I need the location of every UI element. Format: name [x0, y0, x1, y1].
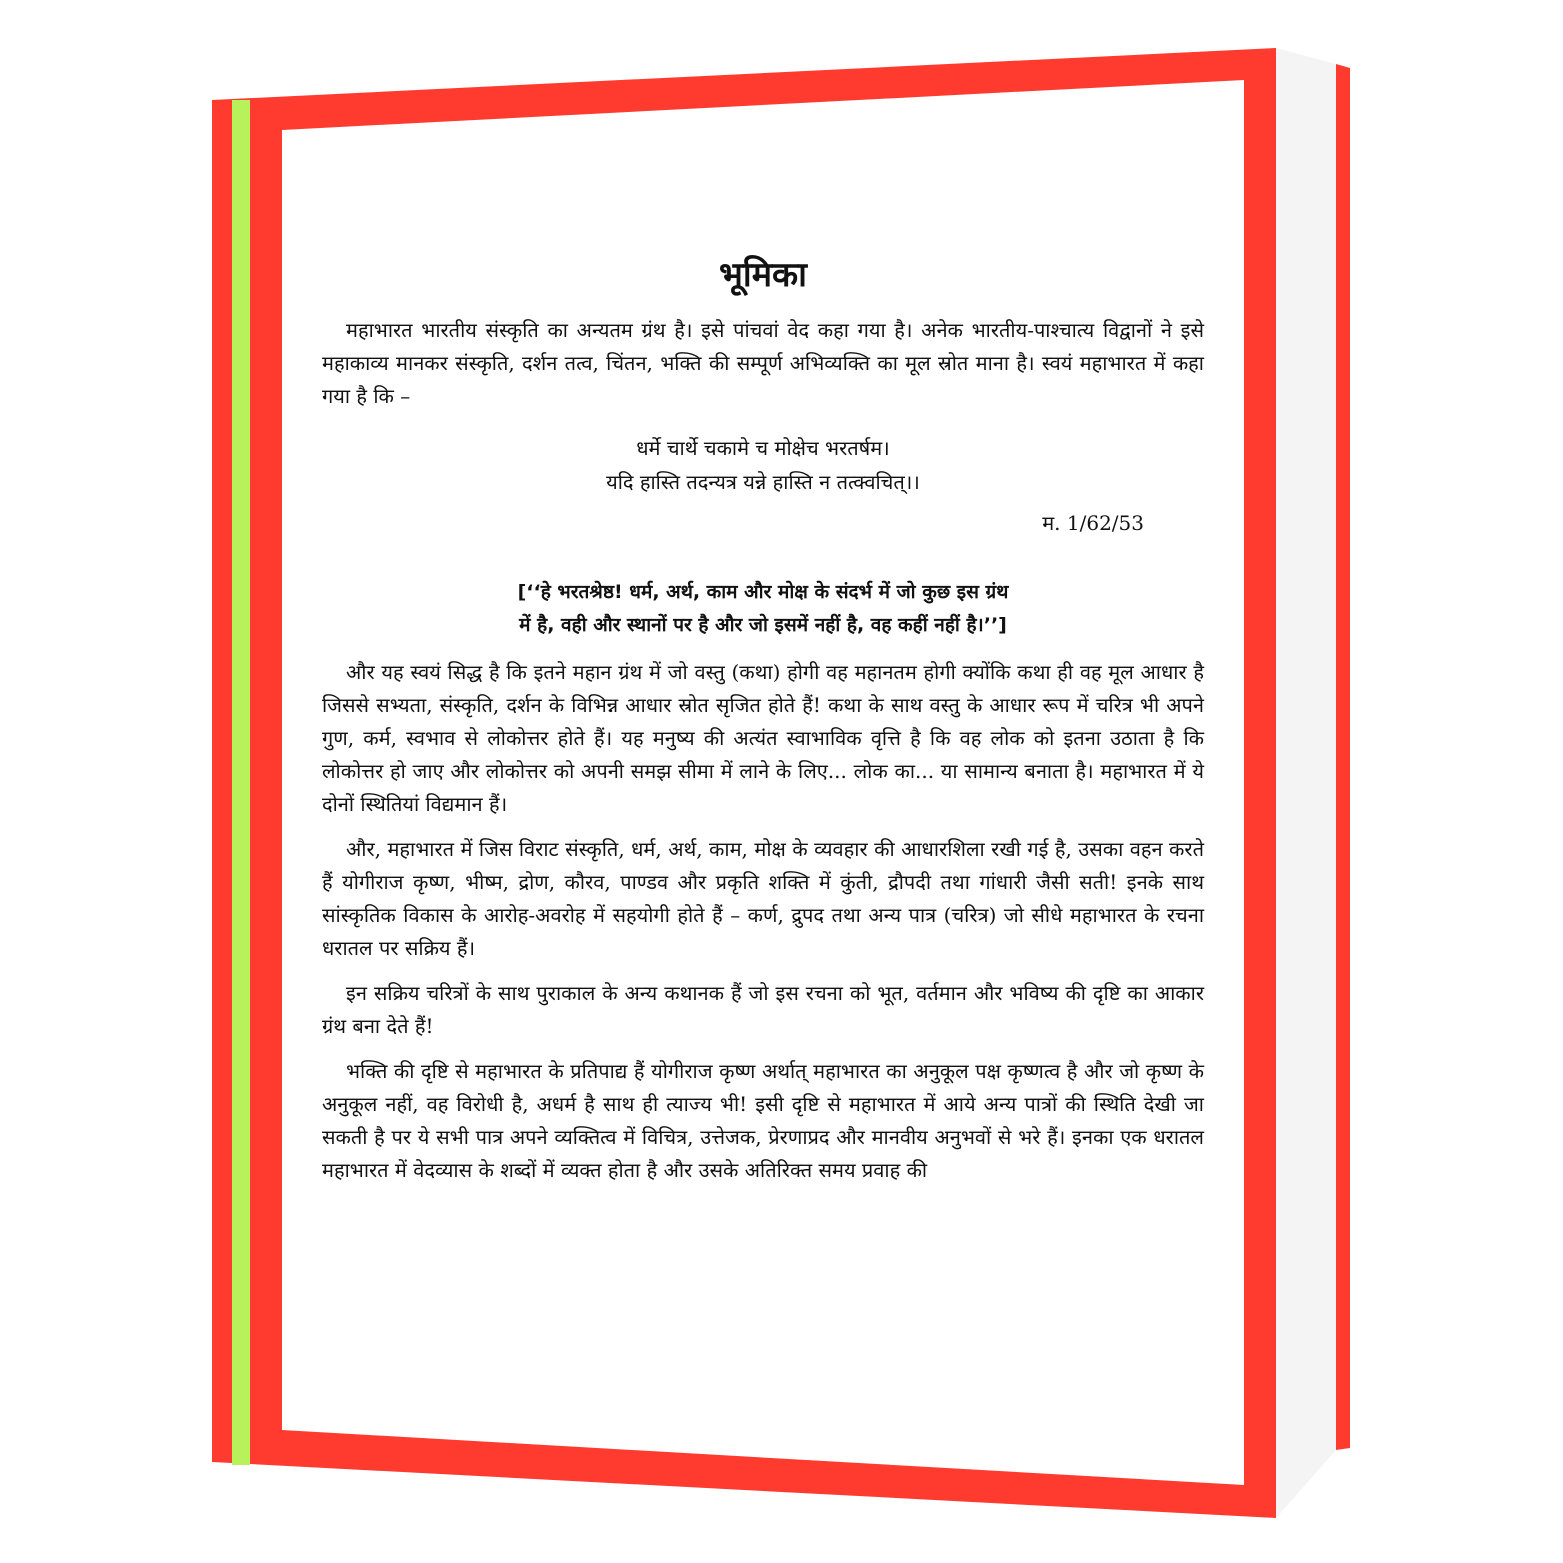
- body-paragraph-1: और यह स्वयं सिद्ध है कि इतने महान ग्रंथ में जो वस्तु (कथा) होगी वह महानतम होगी क्योंकि कथा ही वह मूल आधार है जिससे सभ्यता, संस्कृति, दर्शन के विभिन्न आधार स्रोत सृजित होते हैं! कथा के साथ वस्तु के आधार रूप में चरित्र भी अपने गुण, कर्म, स्वभाव से लोकोत्तर होते हैं। यह मनुष्य की अत्यंत स्वाभाविक वृत्ति है कि वह लोक को इतना उठाता है कि लोकोत्तर हो जाए और लोकोत्तर को अपनी समझ सीमा में लाने के लिए... लोक का... या सामान्य बनाता है। महाभारत में ये दोनों स्थितियां विद्यमान हैं।: [322, 660, 1204, 816]
- page-content: [282, 130, 1244, 1455]
- page-title: भूमिका: [719, 255, 807, 295]
- verse-reference: म. 1/62/53: [1042, 511, 1144, 535]
- body-paragraph-2: और, महाभारत में जिस विराट संस्कृति, धर्म, अर्थ, काम, मोक्ष के व्यवहार की आधारशिला रखी गई है, उसका वहन करते हैं योगीराज कृष्ण, भीष्म, द्रोण, कौरव, पाण्डव और प्रकृति शक्ति में कुंती, द्रौपदी तथा गांधारी जैसी सती! इनके साथ सांस्कृतिक विकास के आरोह-अवरोह में सहयोगी होते हैं – कर्ण, द्रुपद तथा अन्य पात्र (चरित्र) जो सीधे महाभारत के रचना धरातल पर सक्रिय हैं।: [322, 837, 1204, 960]
- intro-paragraph: महाभारत भारतीय संस्कृति का अन्यतम ग्रंथ है। इसे पांचवां वेद कहा गया है। अनेक भारतीय-पाश्चात्य विद्वानों ने इसे महाकाव्य मानकर संस्कृति, दर्शन तत्व, चिंतन, भक्ति की सम्पूर्ण अभिव्यक्ति का मूल स्रोत माना है। स्वयं महाभारत में कहा गया है कि –: [322, 318, 1204, 408]
- body-paragraph-3: इन सक्रिय चरित्रों के साथ पुराकाल के अन्य कथानक हैं जो इस रचना को भूत, वर्तमान और भविष्य की दृष्टि का आकार ग्रंथ बना देते हैं!: [322, 981, 1204, 1038]
- verse-line-2: यदि हास्ति तदन्यत्र यन्ने हास्ति न तत्क्वचित्।।: [606, 470, 920, 494]
- back-cover-edge: [1336, 64, 1350, 1450]
- verse-line-1: धर्मे चार्थे चकामे च मोक्षेच भरतर्षम।: [636, 436, 890, 460]
- quote-line-1: [‘‘हे भरतश्रेष्ठ! धर्म, अर्थ, काम और मोक्ष के संदर्भ में जो कुछ इस ग्रंथ: [517, 581, 1009, 603]
- quote-line-2: में है, वही और स्थानों पर है और जो इसमें नहीं है, वह कहीं नहीं है।’’]: [519, 614, 1007, 636]
- spine-stripe: [232, 100, 250, 1465]
- body-paragraph-4: भक्ति की दृष्टि से महाभारत के प्रतिपाद्य हैं योगीराज कृष्ण अर्थात् महाभारत का अनुकूल पक्ष कृष्णत्व है और जो कृष्ण के अनुकूल नहीं, वह विरोधी है, अधर्म है साथ ही त्याज्य भी! इसी दृष्टि से महाभारत में आये अन्य पात्रों की स्थिति देखी जा सकती है पर ये सभी पात्र अपने व्यक्तित्व में विचित्र, उत्तेजक, प्रेरणाप्रद और मानवीय अनुभवों से भरे हैं। इनका एक धरातल महाभारत में वेदव्यास के शब्दों में व्यक्त होता है और उसके अतिरिक्त समय प्रवाह की: [322, 1059, 1204, 1182]
- page-edge: [1276, 48, 1336, 1518]
